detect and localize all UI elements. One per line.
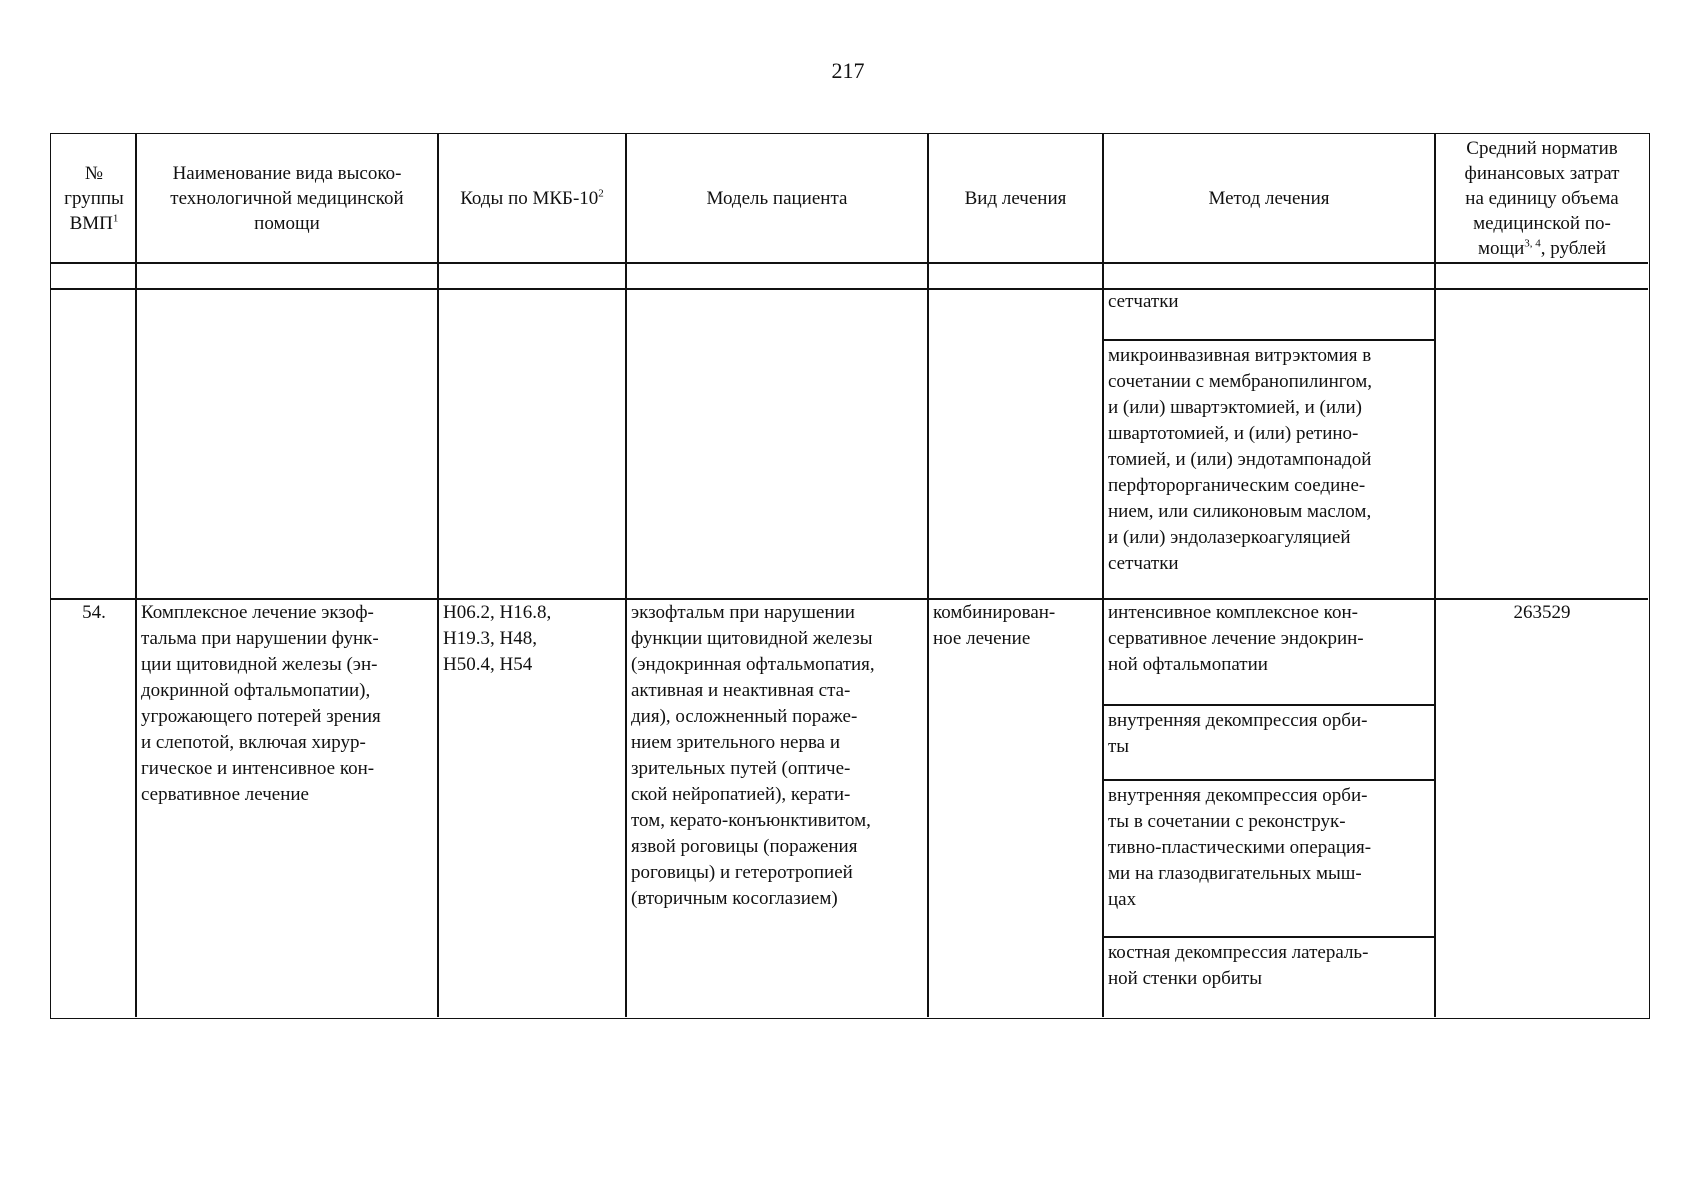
- header-treatment-method: Метод лечения: [1208, 187, 1330, 209]
- method-separator: [1102, 779, 1435, 781]
- row-number: 54.: [82, 602, 106, 623]
- col-divider: [135, 134, 137, 1017]
- vmp-table: [50, 133, 1650, 1019]
- method-separator: [1102, 339, 1435, 341]
- col-divider: [1434, 134, 1436, 1017]
- patient-model: экзофтальм при нарушении функции щитовидной железы (эндокринная офтальмопатия, активная и неактивная ста- дия), осложненный пораже- нием зрительного нерва и зрительных путей (оптиче- ской нейропатией), керати- том, керато-конъюнктивитом, язвой роговицы (поражения роговицы) и гетеротропией (вторичным косоглазием): [631, 602, 875, 909]
- method-separator: [1102, 936, 1435, 938]
- header-patient-model: Модель пациента: [706, 187, 848, 209]
- header-average-cost: Средний норматив финансовых затрат на единицу объема медицинской по- мощи$^{3, 4}$, рублей: [1464, 137, 1620, 259]
- method-1: интенсивное комплексное кон- сервативное лечение эндокрин- ной офтальмопатии: [1108, 602, 1364, 675]
- col-divider: [927, 134, 929, 1017]
- method-separator: [1102, 704, 1435, 706]
- header-bottom-line: [51, 262, 1648, 264]
- treatment-type: комбинирован- ное лечение: [933, 602, 1056, 649]
- care-name: Комплексное лечение экзоф- тальма при нарушении функ- ции щитовидной железы (эн- докринной офтальмопатии), угрожающего потерей зрения и слепотой, включая хирур- гическое и интенсивное кон- сервативное лечение: [141, 602, 381, 805]
- average-cost-value: 263529: [1513, 602, 1571, 623]
- method-continuation-1: сетчатки: [1108, 291, 1179, 312]
- header-care-name: Наименование вида высоко- технологичной медицинской помощи: [170, 162, 404, 234]
- header-group-number: № группы ВМП$^1$: [64, 162, 124, 234]
- header-treatment-type: Вид лечения: [964, 187, 1067, 209]
- icd-codes: H06.2, H16.8, H19.3, H48, H50.4, H54: [443, 602, 552, 675]
- header-icd-codes: Коды по МКБ-$10^2$: [460, 187, 604, 209]
- method-2: внутренняя декомпрессия орби- ты: [1108, 710, 1368, 757]
- method-4: костная декомпрессия латераль- ной стенки орбиты: [1108, 942, 1369, 989]
- page-number: 217: [831, 58, 865, 83]
- col-divider: [437, 134, 439, 1017]
- method-3: внутренняя декомпрессия орби- ты в сочетании с реконструк- тивно-пластическими операция- ми на глазодвигательных мыш- цах: [1108, 785, 1372, 910]
- method-continuation-2: микроинвазивная витрэктомия в сочетании с мембранопилингом, и (или) швартэктомией, и (или) швартотомией, и (или) ретино- томией, и (или) эндотампонадой перфторорганическим соедине- нием, или силиконовым маслом, и (или) эндолазеркоагуляцией сетчатки: [1108, 345, 1372, 574]
